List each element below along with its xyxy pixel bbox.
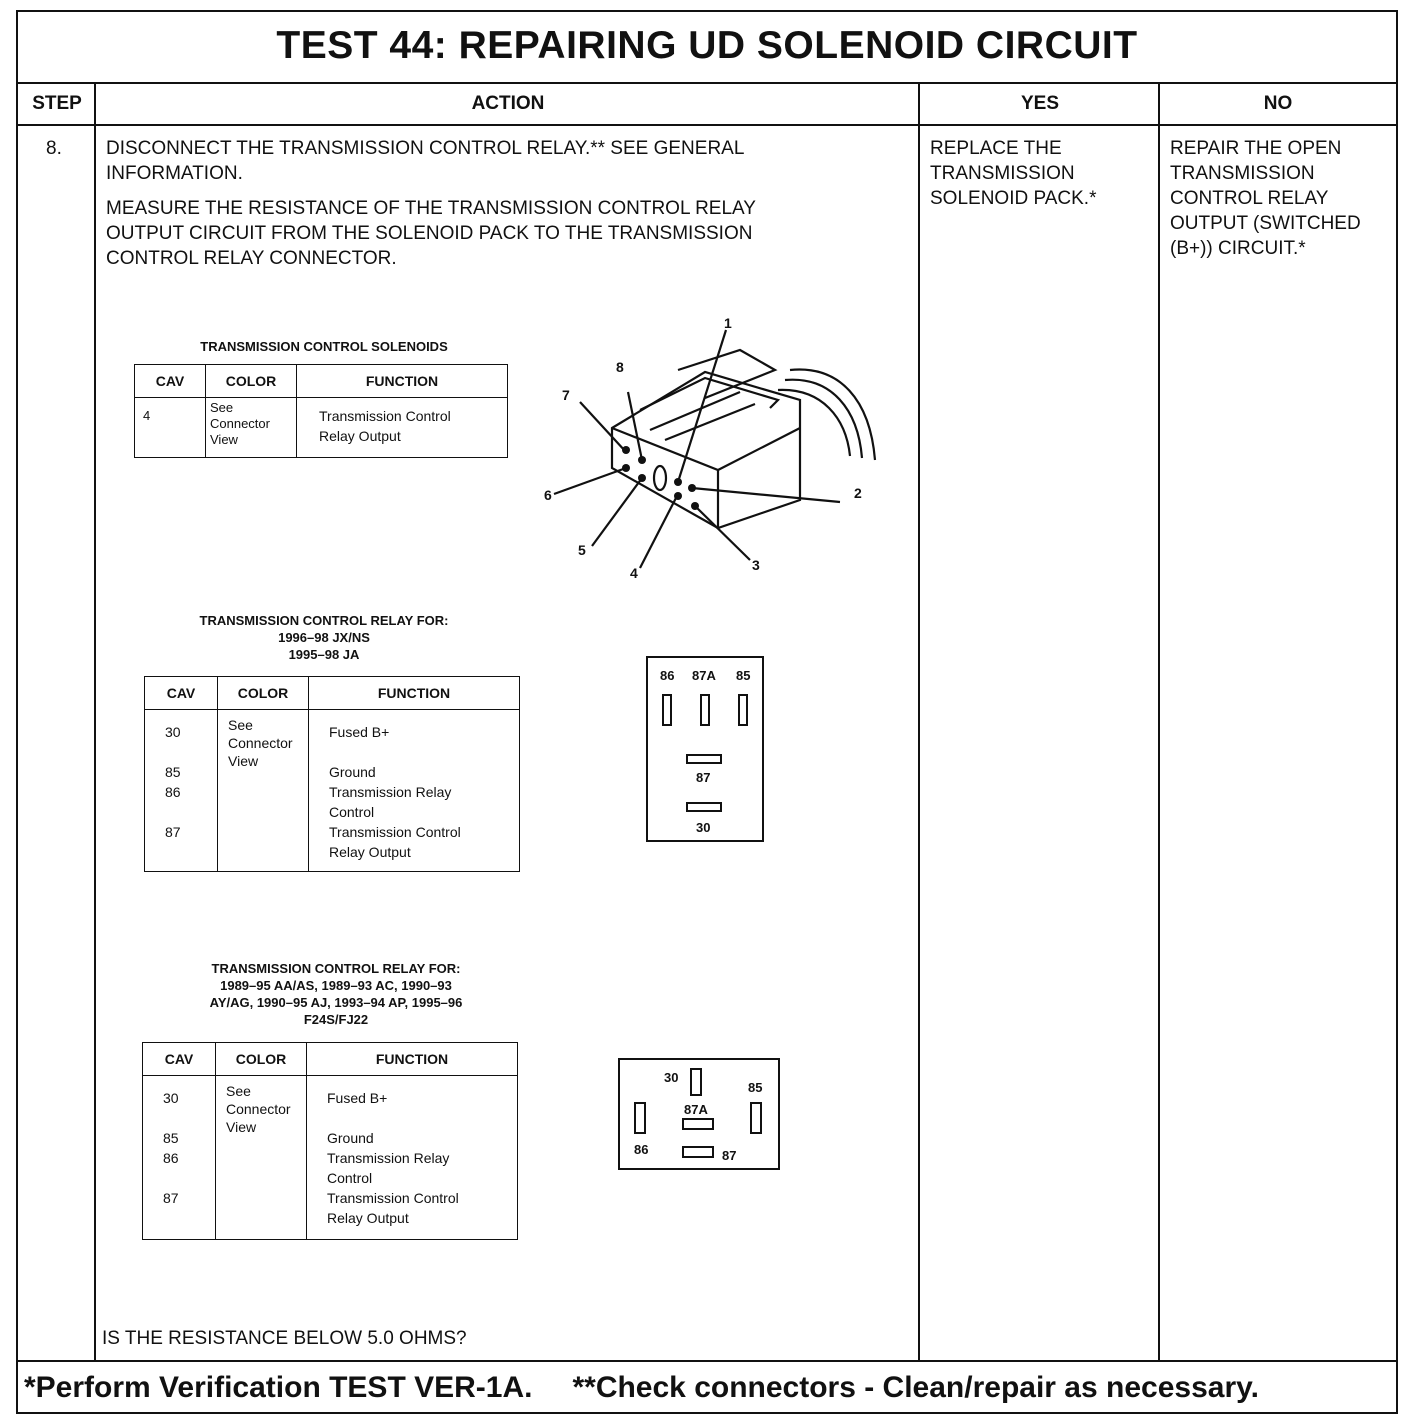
action-paragraph-1: DISCONNECT THE TRANSMISSION CONTROL RELAY.** SEE GENERAL INFORMATION.	[106, 138, 745, 184]
table-cell: Fused B+ Ground Transmission Relay Control Transmission Control Relay Output	[309, 710, 520, 872]
relay1-connector-view: 86 87A 85 87 30	[646, 656, 764, 842]
callout-label: 6	[544, 487, 552, 503]
relay-pin	[700, 694, 710, 726]
table-cell: See Connector View	[216, 1076, 307, 1240]
footer-connector-note: **Check connectors - Clean/repair as necessary.	[572, 1371, 1259, 1404]
relay2-caption: TRANSMISSION CONTROL RELAY FOR: 1989–95 AA/AS, 1989–93 AC, 1990–93 AY/AG, 1990–95 AJ, 1993–94 AP, 1995–96 F24S/FJ22	[209, 961, 463, 1027]
table-cell: 30 85 86 87	[145, 710, 218, 872]
callout-label: 8	[616, 359, 624, 375]
callout-label: 7	[562, 387, 570, 403]
connector-pin	[638, 474, 646, 482]
callout-label: 3	[752, 557, 760, 573]
relay-pin	[690, 1068, 702, 1096]
callout-line	[592, 478, 642, 546]
footer-notes	[16, 1360, 1398, 1414]
connector-key	[654, 466, 666, 490]
relay1-caption: TRANSMISSION CONTROL RELAY FOR: 1996–98 JX/NS 1995–98 JA	[199, 613, 449, 662]
col-function: FUNCTION	[307, 1043, 518, 1076]
table-cell: Transmission Control Relay Output	[297, 398, 508, 458]
solenoids-caption: TRANSMISSION CONTROL SOLENOIDS	[200, 339, 448, 354]
table-cell: See Connector View	[206, 398, 297, 458]
table-cell: 30 85 86 87	[143, 1076, 216, 1240]
connector-pin	[688, 484, 696, 492]
divider-step	[94, 84, 96, 1360]
callout-line	[695, 506, 750, 560]
relay-pin	[686, 802, 722, 812]
callout-line	[554, 468, 626, 494]
relay-pin	[738, 694, 748, 726]
action-paragraph-2: MEASURE THE RESISTANCE OF THE TRANSMISSION CONTROL RELAY OUTPUT CIRCUIT FROM THE SOLENOID PACK TO THE TRANSMISSION CONTROL RELAY CONNECTOR.	[106, 198, 756, 269]
header-yes: YES	[920, 84, 1160, 126]
solenoid-connector-diagram	[540, 310, 890, 580]
table-cell: Fused B+ Ground Transmission Relay Control Transmission Control Relay Output	[307, 1076, 518, 1240]
relay2-connector-view: 30 85 87A 86 87	[618, 1058, 780, 1170]
page-title: TEST 44: REPAIRING UD SOLENOID CIRCUIT	[16, 10, 1398, 84]
connector-rib	[665, 404, 755, 440]
connector-pin	[691, 502, 699, 510]
col-function: FUNCTION	[297, 365, 508, 398]
header-action: ACTION	[96, 84, 920, 126]
col-color: COLOR	[216, 1043, 307, 1076]
callout-label: 2	[854, 485, 862, 501]
solenoids-table	[134, 364, 508, 458]
callout-line	[640, 494, 678, 568]
connector-pin	[674, 478, 682, 486]
connector-latch	[678, 350, 775, 398]
footer-verification-note: *Perform Verification TEST VER-1A.	[24, 1371, 533, 1404]
col-cav: CAV	[145, 677, 218, 710]
col-cav: CAV	[143, 1043, 216, 1076]
callout-label: 1	[724, 315, 732, 331]
callout-label: 4	[630, 565, 638, 580]
table-cell: See Connector View	[218, 710, 309, 872]
table-cell: 4	[135, 398, 206, 458]
step-number: 8.	[46, 138, 62, 159]
action-question: IS THE RESISTANCE BELOW 5.0 OHMS?	[102, 1328, 467, 1349]
col-color: COLOR	[218, 677, 309, 710]
callout-line	[692, 488, 840, 502]
connector-pin	[638, 456, 646, 464]
relay-pin	[686, 754, 722, 764]
header-no: NO	[1160, 84, 1396, 126]
callout-line	[628, 392, 642, 460]
divider-action	[918, 84, 920, 1360]
callout-line	[678, 330, 726, 482]
connector-pin	[622, 464, 630, 472]
header-step: STEP	[18, 84, 96, 126]
relay-pin	[682, 1118, 714, 1130]
relay1-table	[144, 676, 520, 872]
connector-pin	[622, 446, 630, 454]
col-cav: CAV	[135, 365, 206, 398]
relay2-table	[142, 1042, 518, 1240]
col-function: FUNCTION	[309, 677, 520, 710]
relay-pin	[750, 1102, 762, 1134]
cable-line	[790, 370, 875, 460]
callout-line	[580, 402, 626, 452]
callout-label: 5	[578, 542, 586, 558]
divider-yes	[1158, 84, 1160, 1360]
relay-pin	[662, 694, 672, 726]
connector-pin	[674, 492, 682, 500]
yes-text: REPLACE THE TRANSMISSION SOLENOID PACK.*	[930, 138, 1097, 209]
relay-pin	[634, 1102, 646, 1134]
col-color: COLOR	[206, 365, 297, 398]
no-text: REPAIR THE OPEN TRANSMISSION CONTROL RELAY OUTPUT (SWITCHED (B+)) CIRCUIT.*	[1170, 138, 1361, 259]
relay-pin	[682, 1146, 714, 1158]
